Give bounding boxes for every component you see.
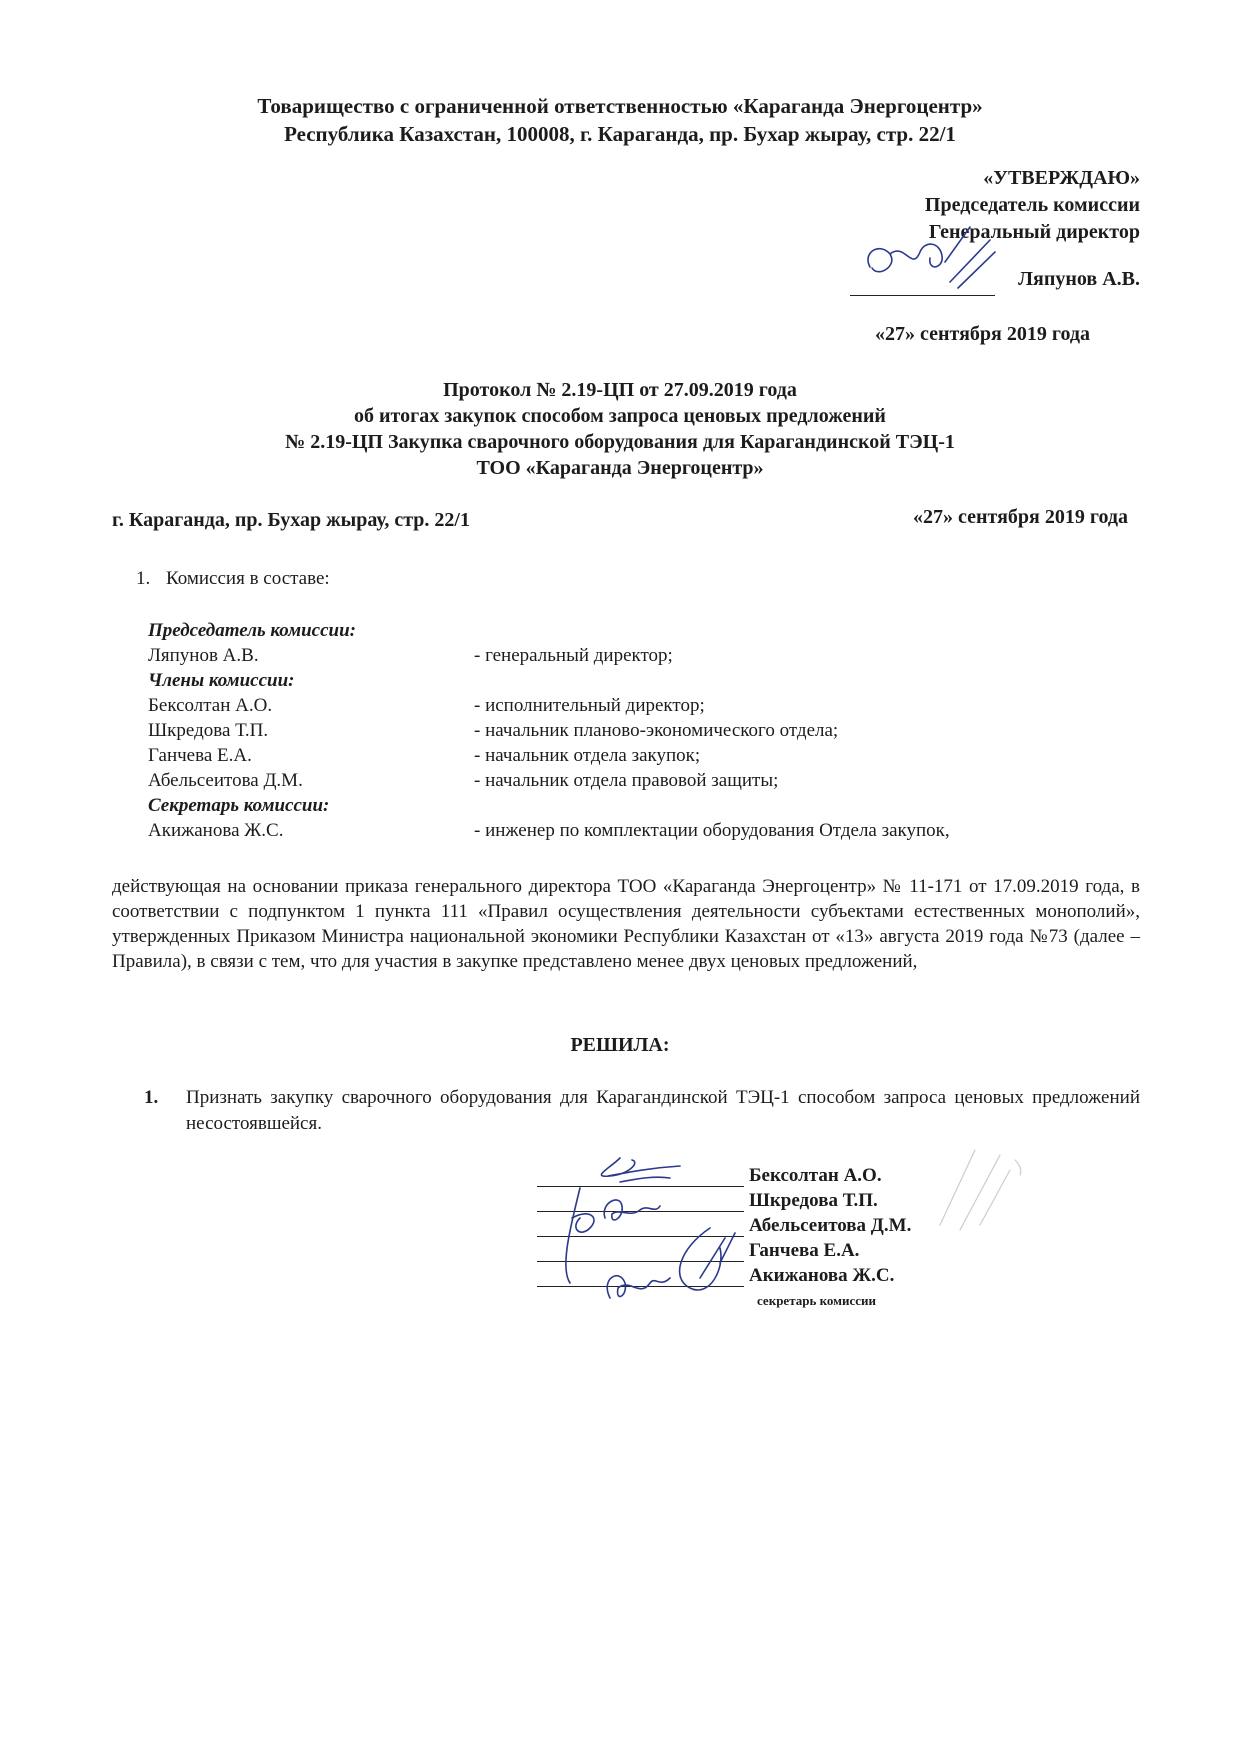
decision-item (144, 1085, 1140, 1137)
secretary-caption: секретарь комиссии (757, 1293, 877, 1308)
signer-name: Ганчева Е.А. (749, 1240, 860, 1261)
protocol-number: Протокол № 2.19-ЦП от 27.09.2019 года (443, 379, 797, 401)
committee-list (148, 618, 1108, 843)
decision-number: 1. (144, 1087, 159, 1108)
company-name: Товарищество с ограниченной ответственностью «Караганда Энергоцентр» (257, 94, 983, 118)
basis-paragraph: действующая на основании приказа генерального директора ТОО «Караганда Энергоцентр» № 11-171 от 17.09.2019 года, в соответствии с подпунктом 1 пункта 111 «Правил осуществления деятельности субъектами естественных монополий», утвержденных Приказом Министра национальной экономики Республики Казахстан от «13» августа 2019 года №73 (далее – Правила), в связи с тем, что для участия в закупке представлено менее двух ценовых предложений, (112, 876, 1140, 972)
resolved-heading: РЕШИЛА: (570, 1034, 670, 1056)
member-name: Шкредова Т.П. (148, 720, 269, 741)
member-role: - начальник планово-экономического отдела; (474, 720, 839, 741)
approval-stamp: «УТВЕРЖДАЮ» (983, 167, 1140, 189)
protocol-place: г. Караганда, пр. Бухар жырау, стр. 22/1 (112, 509, 470, 531)
signature-line (537, 1238, 744, 1262)
committee-row (148, 693, 1108, 718)
signature-row (537, 1263, 1057, 1288)
protocol-date: «27» сентября 2019 года (913, 506, 1128, 528)
member-role: - исполнительный директор; (474, 695, 705, 716)
approval-signature-row (680, 268, 1140, 304)
committee-row (148, 743, 1108, 768)
signature-row (537, 1163, 1057, 1188)
signature-row (537, 1188, 1057, 1213)
approval-signature-line (850, 268, 995, 296)
member-name: Ганчева Е.А. (148, 745, 252, 766)
member-role: - начальник отдела правовой защиты; (474, 770, 779, 791)
signature-line (537, 1188, 744, 1212)
approval-block (720, 165, 1140, 246)
committee-row (148, 718, 1108, 743)
approval-date: «27» сентября 2019 года (875, 323, 1090, 345)
approval-signer-name: Ляпунов А.В. (1018, 268, 1140, 290)
member-name: Абельсеитова Д.М. (148, 770, 303, 791)
protocol-company: ТОО «Караганда Энергоцентр» (476, 457, 764, 479)
member-name: Акижанова Ж.С. (148, 820, 284, 841)
protocol-purchase: № 2.19-ЦП Закупка сварочного оборудования для Карагандинской ТЭЦ-1 (285, 431, 955, 453)
member-role: - начальник отдела закупок; (474, 745, 701, 766)
item-number: 1. (136, 568, 151, 589)
signer-name: Акижанова Ж.С. (749, 1265, 895, 1286)
committee-intro (136, 568, 330, 590)
signer-name: Шкредова Т.П. (749, 1190, 878, 1211)
signature-line (537, 1213, 744, 1237)
member-role: - генеральный директор; (474, 645, 673, 666)
approval-role-director: Генеральный директор (928, 221, 1140, 243)
committee-row (148, 818, 1108, 843)
protocol-title (0, 377, 1240, 481)
signature-block (537, 1163, 1057, 1308)
signer-name: Абельсеитова Д.М. (749, 1215, 912, 1236)
decision-text: Признать закупку сварочного оборудования для Карагандинской ТЭЦ-1 способом запроса ценовых предложений несостоявшейся. (186, 1087, 1140, 1134)
signature-line (537, 1163, 744, 1187)
signature-line (537, 1263, 744, 1287)
signer-name: Бексолтан А.О. (749, 1165, 882, 1186)
committee-row (148, 768, 1108, 793)
signature-row (537, 1238, 1057, 1263)
committee-row (148, 643, 1108, 668)
protocol-subject: об итогах закупок способом запроса ценовых предложений (354, 405, 886, 427)
member-name: Бексолтан А.О. (148, 695, 273, 716)
member-name: Ляпунов А.В. (148, 645, 259, 666)
members-heading: Члены комиссии: (148, 670, 295, 691)
secretary-heading: Секретарь комиссии: (148, 795, 330, 816)
chair-heading: Председатель комиссии: (148, 620, 356, 641)
signature-row (537, 1213, 1057, 1238)
company-header (0, 92, 1240, 148)
approval-role-chair: Председатель комиссии (924, 194, 1140, 216)
company-address: Республика Казахстан, 100008, г. Караганда, пр. Бухар жырау, стр. 22/1 (284, 122, 956, 146)
member-role: - инженер по комплектации оборудования Отдела закупок, (474, 820, 950, 841)
item-text: Комиссия в составе: (166, 568, 330, 589)
